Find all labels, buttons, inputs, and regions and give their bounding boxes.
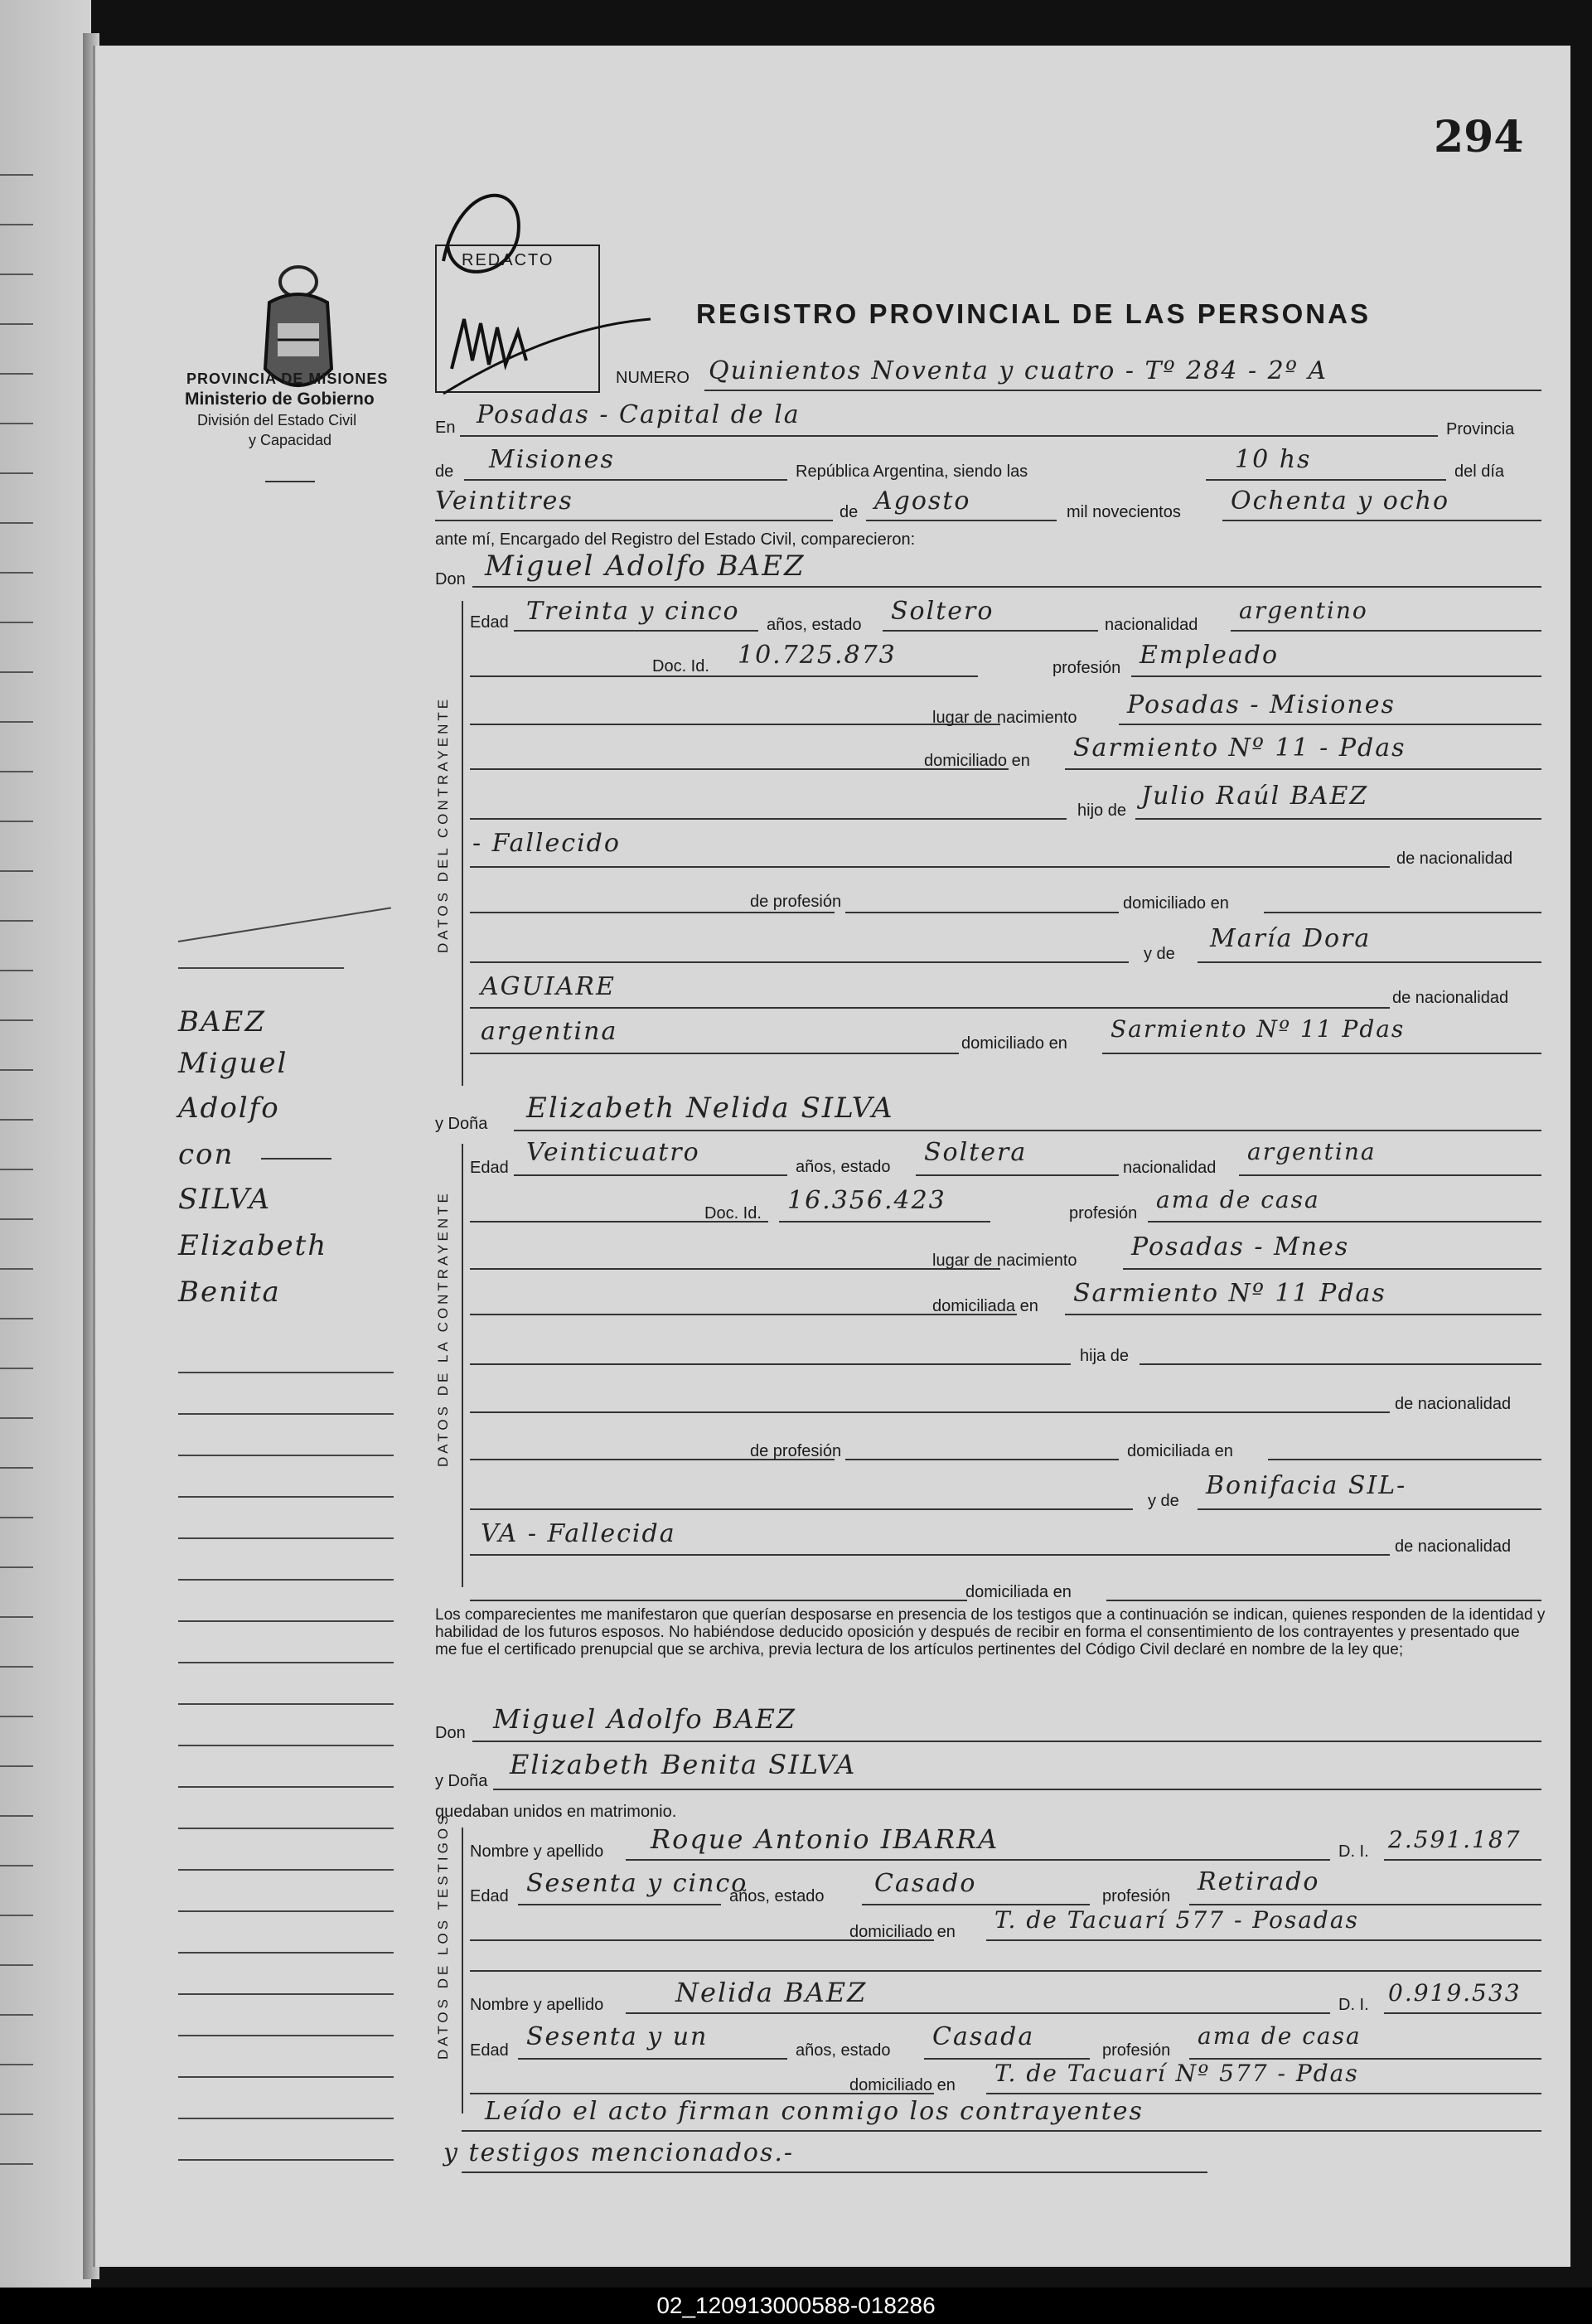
w1-di-value: 2.591.187 bbox=[1388, 1826, 1522, 1853]
groom-lugar-value: Posadas - Misiones bbox=[1127, 690, 1396, 719]
groom-hijo-label: hijo de bbox=[1077, 801, 1126, 820]
bride-dom-value: Sarmiento Nº 11 Pdas bbox=[1073, 1279, 1386, 1308]
union-don-value: Miguel Adolfo BAEZ bbox=[493, 1703, 797, 1735]
margin-note-bride-surname: SILVA bbox=[178, 1183, 272, 1216]
groom-name: Miguel Adolfo BAEZ bbox=[485, 550, 806, 583]
groom-edad-value: Treinta y cinco bbox=[526, 597, 740, 626]
w1-prof-value: Retirado bbox=[1198, 1867, 1320, 1896]
w1-nombre-value: Roque Antonio IBARRA bbox=[651, 1823, 999, 1855]
left-page-edge bbox=[0, 0, 91, 2288]
groom-father-nac-label: de nacionalidad bbox=[1396, 850, 1513, 868]
w2-di-value: 0.919.533 bbox=[1388, 1979, 1522, 2007]
bride-father-dom-label: domiciliada en bbox=[1127, 1442, 1233, 1460]
w2-estado-label: años, estado bbox=[796, 2041, 891, 2060]
bride-edad-label: Edad bbox=[470, 1159, 509, 1177]
groom-mother-dom-label: domiciliado en bbox=[961, 1034, 1067, 1053]
bride-mother-value: Bonifacia SIL- bbox=[1206, 1471, 1407, 1500]
hora-value: 10 hs bbox=[1235, 445, 1312, 474]
numero-value: Quinientos Noventa y cuatro - Tº 284 - 2º A bbox=[709, 356, 1328, 385]
section-label-groom: DATOS DEL CONTRAYENTE bbox=[435, 695, 451, 953]
w1-nombre-label: Nombre y apellido bbox=[470, 1842, 604, 1861]
bride-dom-label: domiciliada en bbox=[932, 1297, 1038, 1315]
section-label-witnesses: DATOS DE LOS TESTIGOS bbox=[435, 1812, 451, 2060]
authority-division: División del Estado Civil bbox=[197, 412, 357, 428]
w1-dom-label: domiciliado en bbox=[849, 1923, 956, 1941]
anio-value: Ochenta y ocho bbox=[1231, 487, 1450, 516]
margin-note-middlename: Adolfo bbox=[178, 1092, 280, 1125]
bride-mother-dom-label: domiciliada en bbox=[965, 1583, 1072, 1601]
bride-mother-value2: VA - Fallecida bbox=[481, 1519, 676, 1548]
groom-nac-label: nacionalidad bbox=[1105, 616, 1198, 634]
w2-di-label: D. I. bbox=[1338, 1996, 1369, 2014]
bride-lugar-value: Posadas - Mnes bbox=[1131, 1232, 1350, 1261]
don-label: Don bbox=[435, 570, 466, 588]
bride-estado-value: Soltera bbox=[924, 1138, 1028, 1167]
bride-nac-label: nacionalidad bbox=[1123, 1159, 1217, 1177]
w2-estado-value: Casada bbox=[932, 2022, 1035, 2051]
groom-edad-label: Edad bbox=[470, 613, 509, 632]
margin-note-surname: BAEZ bbox=[178, 1005, 266, 1039]
closing-note-line2: y testigos mencionados.- bbox=[443, 2138, 795, 2167]
w2-nombre-label: Nombre y apellido bbox=[470, 1996, 604, 2014]
authority-capacity: y Capacidad bbox=[249, 432, 332, 448]
groom-prof-label: profesión bbox=[1052, 659, 1121, 677]
de-value: Misiones bbox=[489, 445, 615, 474]
groom-mother-nac-value: argentina bbox=[481, 1017, 618, 1046]
declaration-text: Los comparecientes me manifestaron que querían desposarse en presencia de los testigos que a continuación se indican, quienes responden de la identidad y habilidad de los futuros esposos. No habiéndose deducido oposición y después de recibir en forma el consentimiento de los contrayentes y presentado que me fue el certificado prenupcial que se archiva, previa lectura de los artículos pertinentes del Código Civil declaré en nombre de la ley que; bbox=[435, 1606, 1546, 1658]
w2-prof-value: ama de casa bbox=[1198, 2022, 1362, 2050]
union-dona-value: Elizabeth Benita SILVA bbox=[510, 1749, 857, 1780]
en-value: Posadas - Capital de la bbox=[477, 400, 801, 429]
del-dia-label: del día bbox=[1454, 462, 1505, 481]
groom-estado-value: Soltero bbox=[891, 597, 994, 626]
groom-prof-value: Empleado bbox=[1140, 641, 1280, 670]
groom-mother-value: María Dora bbox=[1210, 924, 1372, 953]
bride-doc-value: 16.356.423 bbox=[787, 1186, 946, 1215]
bride-nac-value: argentina bbox=[1247, 1138, 1377, 1165]
bride-prof-value: ama de casa bbox=[1156, 1186, 1320, 1213]
ante-mi-text: ante mí, Encargado del Registro del Estado Civil, comparecieron: bbox=[435, 530, 916, 549]
bride-father-prof-label: de profesión bbox=[750, 1442, 842, 1460]
w2-nombre-value: Nelida BAEZ bbox=[675, 1977, 868, 2008]
groom-father-value: Julio Raúl BAEZ bbox=[1141, 782, 1369, 811]
mes-value: Agosto bbox=[874, 487, 971, 516]
page-title: REGISTRO PROVINCIAL DE LAS PERSONAS bbox=[696, 298, 1371, 329]
w1-dom-value: T. de Tacuarí 577 - Posadas bbox=[994, 1906, 1359, 1934]
groom-lugar-label: lugar de nacimiento bbox=[932, 709, 1077, 727]
margin-note-bride-middlename: Benita bbox=[178, 1276, 281, 1309]
bride-name: Elizabeth Nelida SILVA bbox=[526, 1092, 894, 1125]
bride-mother-label: y de bbox=[1148, 1492, 1179, 1510]
bride-doc-label: Doc. Id. bbox=[704, 1204, 762, 1223]
provincia-label: Provincia bbox=[1446, 420, 1515, 438]
w2-dom-value: T. de Tacuarí Nº 577 - Pdas bbox=[994, 2060, 1359, 2087]
republica-label: República Argentina, siendo las bbox=[796, 462, 1028, 481]
mil-label: mil novecientos bbox=[1067, 503, 1181, 521]
groom-dom-value: Sarmiento Nº 11 - Pdas bbox=[1073, 734, 1406, 763]
w1-estado-label: años, estado bbox=[729, 1887, 825, 1905]
bride-estado-label: años, estado bbox=[796, 1158, 891, 1176]
en-label: En bbox=[435, 419, 456, 437]
authority-ministry: Ministerio de Gobierno bbox=[185, 390, 375, 409]
dona-label: y Doña bbox=[435, 1115, 488, 1133]
margin-note-bride-firstname: Elizabeth bbox=[178, 1229, 328, 1262]
groom-father-prof-label: de profesión bbox=[750, 893, 842, 911]
groom-doc-value: 10.725.873 bbox=[738, 641, 897, 670]
groom-mother-label: y de bbox=[1144, 945, 1175, 963]
w2-edad-value: Sesenta y un bbox=[526, 2022, 709, 2051]
bride-lugar-label: lugar de nacimiento bbox=[932, 1252, 1077, 1270]
w2-dom-label: domiciliado en bbox=[849, 2076, 956, 2094]
w1-estado-value: Casado bbox=[874, 1869, 977, 1898]
bride-edad-value: Veinticuatro bbox=[526, 1138, 700, 1167]
bride-father-nac-label: de nacionalidad bbox=[1395, 1395, 1512, 1413]
bride-mother-nac-label: de nacionalidad bbox=[1395, 1537, 1512, 1556]
groom-doc-label: Doc. Id. bbox=[652, 657, 709, 675]
margin-note-firstname: Miguel bbox=[178, 1047, 288, 1080]
de-label: de bbox=[435, 462, 454, 481]
w2-edad-label: Edad bbox=[470, 2041, 509, 2060]
groom-mother-nac-label: de nacionalidad bbox=[1392, 989, 1509, 1007]
margin-note-con: con bbox=[178, 1138, 235, 1171]
authority-province: PROVINCIA DE MISIONES bbox=[186, 370, 389, 387]
w1-edad-label: Edad bbox=[470, 1887, 509, 1905]
numero-label: NUMERO bbox=[616, 369, 690, 387]
w2-prof-label: profesión bbox=[1102, 2041, 1171, 2060]
union-don-label: Don bbox=[435, 1724, 466, 1742]
groom-mother-value2: AGUIARE bbox=[481, 972, 616, 1001]
stamp-label: REDACTO bbox=[462, 251, 554, 269]
w1-prof-label: profesión bbox=[1102, 1887, 1171, 1905]
w1-edad-value: Sesenta y cinco bbox=[526, 1869, 748, 1898]
groom-estado-label: años, estado bbox=[767, 616, 862, 634]
scan-id-footer: 02_120913000588-018286 bbox=[0, 2288, 1592, 2324]
section-label-bride: DATOS DE LA CONTRAYENTE bbox=[435, 1190, 451, 1467]
closing-note-line1: Leído el acto firman conmigo los contrayentes bbox=[485, 2097, 1144, 2126]
groom-dom-label: domiciliado en bbox=[924, 752, 1030, 770]
bride-hija-label: hija de bbox=[1080, 1347, 1129, 1365]
w1-di-label: D. I. bbox=[1338, 1842, 1369, 1861]
union-dona-label: y Doña bbox=[435, 1772, 488, 1790]
groom-mother-dom-value: Sarmiento Nº 11 Pdas bbox=[1111, 1015, 1406, 1043]
bride-prof-label: profesión bbox=[1069, 1204, 1138, 1223]
groom-father-extra: - Fallecido bbox=[472, 829, 621, 858]
dia-value: Veintitres bbox=[435, 487, 573, 516]
groom-father-dom-label: domiciliado en bbox=[1123, 894, 1229, 913]
page-number: 294 bbox=[1434, 112, 1524, 162]
union-closing: quedaban unidos en matrimonio. bbox=[435, 1803, 677, 1821]
registry-sheet bbox=[93, 46, 1570, 2267]
groom-nac-value: argentino bbox=[1239, 597, 1368, 624]
de-mes-label: de bbox=[840, 503, 859, 521]
